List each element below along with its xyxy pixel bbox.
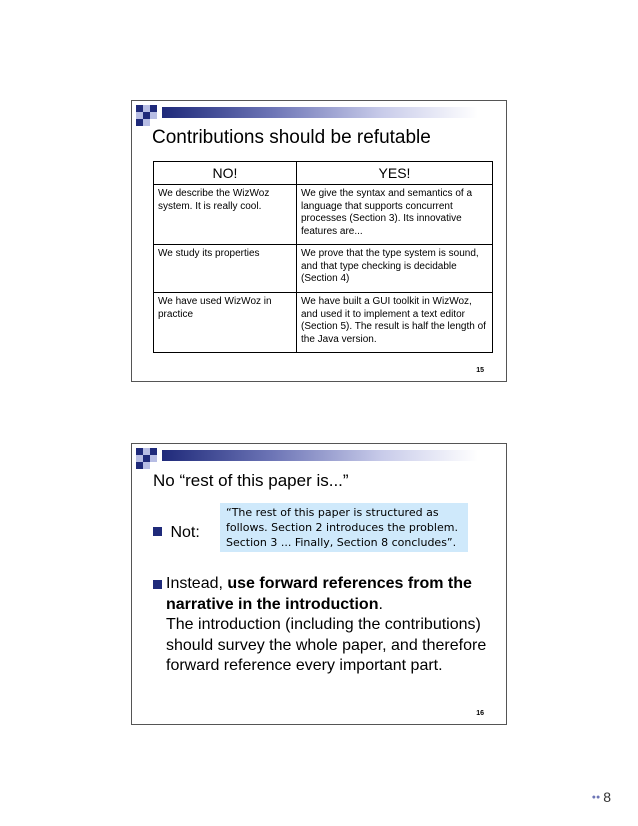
deco-square (136, 112, 143, 119)
deco-square (143, 119, 150, 126)
slide-16 (131, 443, 507, 725)
table-header-row (154, 162, 493, 185)
deco-square (136, 119, 143, 126)
table-row (154, 293, 493, 353)
deco-square (143, 105, 150, 112)
page-dots-icon: ●● (591, 794, 601, 801)
slide-header-decoration (132, 444, 506, 474)
quote-box: “The rest of this paper is structured as follows. Section 2 introduces the problem. Section 3 ... Finally, Section 8 concludes”. (220, 503, 468, 552)
slide-number: 15 (476, 367, 484, 374)
instead-text (166, 574, 488, 677)
instead-rest: The introduction (including the contributions) should survey the whole paper, and therefore forward reference every important part. (166, 616, 487, 674)
deco-square (150, 455, 157, 462)
bullet-square-icon (153, 527, 162, 536)
deco-square (143, 112, 150, 119)
cell-no: We describe the WizWoz system. It is really cool. (154, 185, 297, 245)
header-gradient-bar (162, 450, 478, 461)
slide-number: 16 (476, 710, 484, 717)
deco-square (136, 462, 143, 469)
deco-square (136, 105, 143, 112)
page-number-value: 8 (603, 789, 611, 805)
deco-square (143, 462, 150, 469)
comparison-table (153, 161, 493, 353)
instead-prefix: Instead, (166, 575, 228, 592)
cell-yes: We give the syntax and semantics of a language that supports concurrent processes (Section 3). Its innovative features are... (297, 185, 493, 245)
column-header-no: NO! (154, 162, 297, 185)
bullet-square-icon (153, 580, 162, 589)
deco-square (143, 455, 150, 462)
slide-title: Contributions should be refutable (152, 127, 431, 148)
slide-15 (131, 100, 507, 382)
header-gradient-bar (162, 107, 478, 118)
cell-yes: We prove that the type system is sound, and that type checking is decidable (Section 4) (297, 245, 493, 293)
deco-square (150, 105, 157, 112)
document-page-number (592, 789, 611, 805)
bullet-not (153, 524, 200, 542)
instead-after-bold: . (378, 595, 383, 613)
cell-no: We study its properties (154, 245, 297, 293)
bullet-instead (153, 574, 488, 677)
not-label: Not: (170, 524, 200, 541)
column-header-yes: YES! (297, 162, 493, 185)
table-row (154, 185, 493, 245)
table-row (154, 245, 493, 293)
cell-no: We have used WizWoz in practice (154, 293, 297, 353)
deco-square (150, 448, 157, 455)
deco-square (150, 112, 157, 119)
cell-yes: We have built a GUI toolkit in WizWoz, and used it to implement a text editor (Section 5). The result is half the length of the Java version. (297, 293, 493, 353)
slide-title: No “rest of this paper is...” (153, 471, 349, 490)
instead-bold: use forward references from the narrative in the introduction (166, 575, 472, 613)
deco-square (136, 455, 143, 462)
deco-square (143, 448, 150, 455)
deco-square (136, 448, 143, 455)
